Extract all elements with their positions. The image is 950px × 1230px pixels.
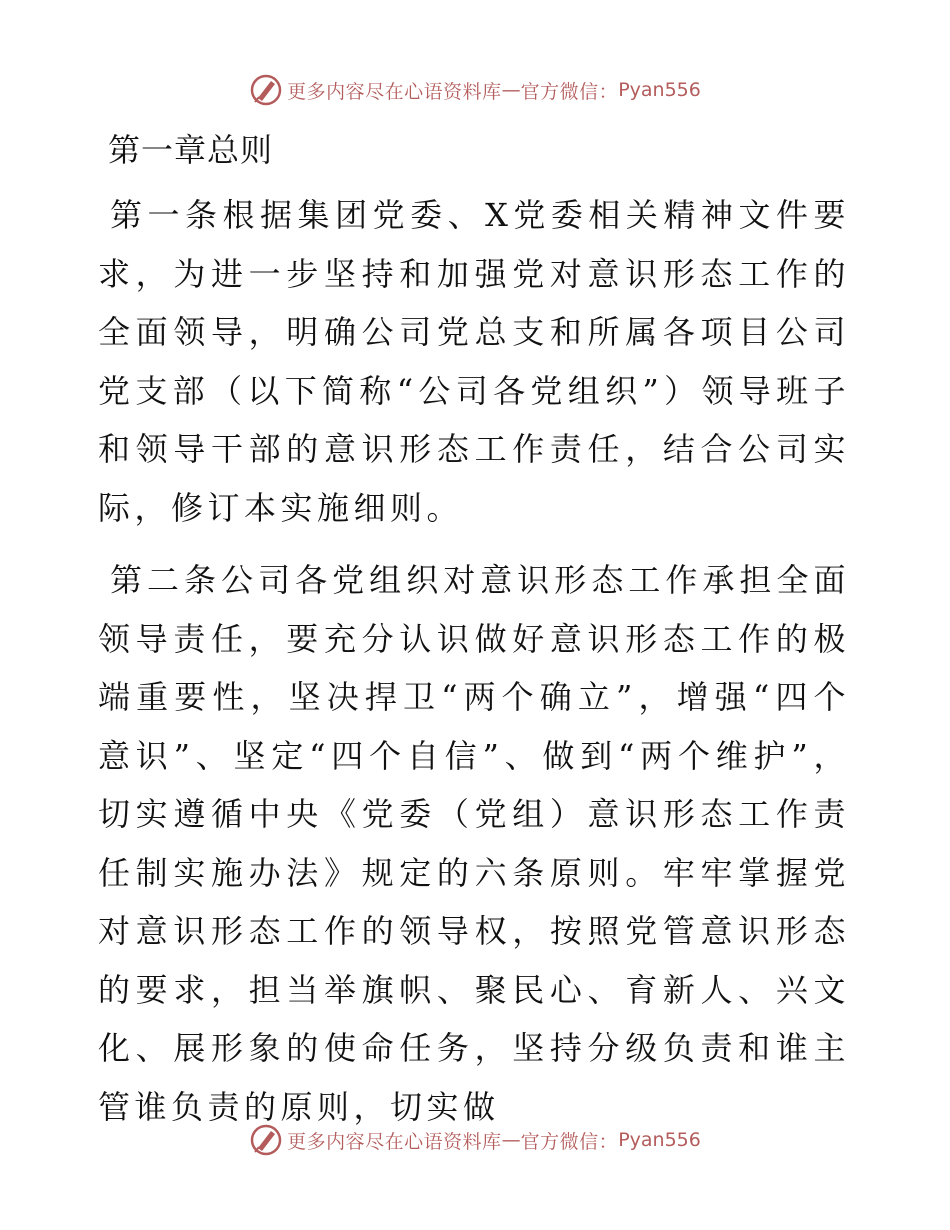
banner-text: 更多内容尽在心语资料库 [287,1130,502,1153]
quill-pen-logo-icon [249,1123,283,1157]
article-paragraph: 第一条根据集团党委、X党委相关精神文件要求，为进一步坚持和加强党对意识形态工作的全面领导，明确公司党总支和所属各项目公司党支部（以下简称“公司各党组织”）领导班子和领导干部的意识形态工作责任，结合公司实际，修订本实施细则。 [98,196,850,527]
wechat-id: Pyan556 [618,79,701,101]
wechat-label: 官方微信： [520,1130,619,1153]
banner-text: 更多内容尽在心语资料库 [287,80,502,103]
banner-separator: — [501,1129,521,1151]
footer-banner [0,1120,950,1160]
document-body [98,122,850,1150]
banner-separator: — [501,79,521,101]
quill-pen-logo-icon [249,73,283,107]
header-banner [0,70,950,110]
article-paragraph: 第二条公司各党组织对意识形态工作承担全面领导责任，要充分认识做好意识形态工作的极端重要性，坚决捍卫“两个确立”，增强“四个意识”、坚定“四个自信”、做到“两个维护”，切实遵循中央《党委（党组）意识形态工作责任制实施办法》规定的六条原则。牢牢掌握党对意识形态工作的领导权，按照党管意识形态的要求，担当举旗帜、聚民心、育新人、兴文化、展形象的使命任务，坚持分级负责和谁主管谁负责的原则，切实做 [98,561,850,1126]
wechat-id: Pyan556 [618,1129,701,1151]
chapter-title: 第一章总则 [108,131,274,169]
wechat-label: 官方微信： [520,80,619,103]
